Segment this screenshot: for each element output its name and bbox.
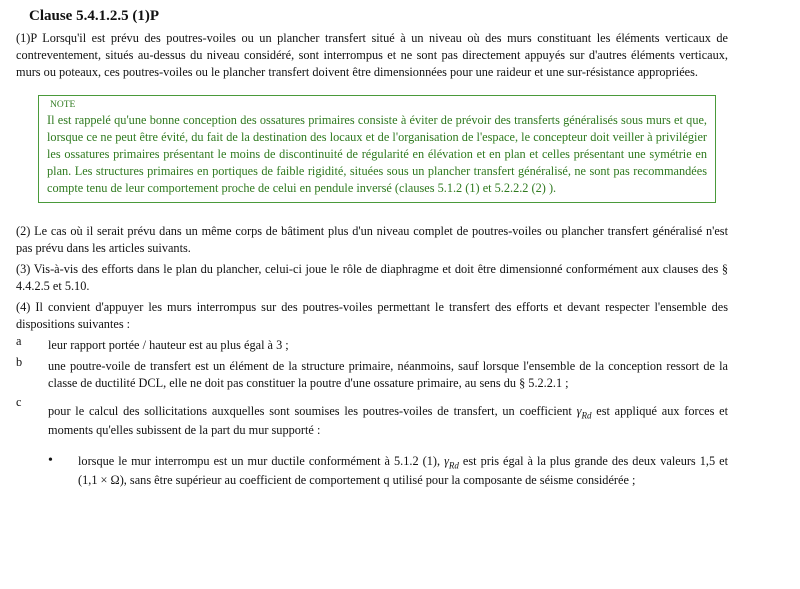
- paragraph-2: (2) Le cas où il serait prévu dans un même corps de bâtiment plus d'un niveau complet de poutres-voiles ou plancher transfert généralisé n'est pas prévu dans les articles suivants.: [16, 224, 728, 255]
- gamma-rd-symbol-bullet: [444, 454, 459, 471]
- list-item-b-text: une poutre-voile de transfert est un élément de la structure primaire, néanmoins, sauf lorsque l'ensemble de la conception ressort de la classe de ductilité DCL, elle ne doit pas constituer la poutre d'une ossature primaire, au sens du § 5.2.2.1 ;: [48, 359, 728, 390]
- list-marker-c: c: [16, 395, 22, 409]
- list-item-c-text-before: pour le calcul des sollicitations auxquelles sont soumises les poutres-voiles de transfert, un coefficient: [48, 404, 577, 418]
- clause-title: Clause 5.4.1.2.5 (1)P: [29, 8, 159, 24]
- bullet-item: [16, 452, 728, 490]
- note-label: NOTE: [50, 100, 76, 110]
- list-item-c: [16, 395, 728, 440]
- bullet-icon: •: [48, 453, 53, 468]
- note-text: Il est rappelé qu'une bonne conception des ossatures primaires consiste à éviter de prévoir des transferts généralisés sous murs et que, lorsque ce ne peut être évité, du fait de la destination des locaux et de l'organisation de l'espace, le concepteur doit veiller à privilégier les ossatures primaires présentant le moins de discontinuité de régularité en élévation et en plan et celles présentant une symétrie en plan. Les structures primaires en portiques de faible rigidité, situées sous un plancher transfert généralisé, ne sont pas recommandées compte tenu de leur comportement proche de celui en pendule inversé (clauses 5.1.2 (1) et 5.2.2.2 (2) ).: [47, 113, 707, 195]
- bullet-text-before: lorsque le mur interrompu est un mur ductile conformément à 5.1.2 (1),: [78, 454, 445, 468]
- paragraph-3: (3) Vis-à-vis des efforts dans le plan du plancher, celui-ci joue le rôle de diaphragme et doit être dimensionné conformément aux clauses des § 4.4.2.5 et 5.10.: [16, 262, 728, 293]
- gamma-subscript-bullet: Rd: [448, 460, 459, 471]
- list-item-a-text: leur rapport portée / hauteur est au plus égal à 3 ;: [48, 338, 289, 352]
- gamma-rd-symbol: [576, 404, 592, 421]
- bullet-item-text: [78, 452, 728, 490]
- list-item-b: [16, 355, 728, 392]
- list-item-c-text-after: est appliqué aux forces et moments qu'elles subissent de la part du mur supporté :: [48, 404, 728, 437]
- gamma-symbol-bullet: γ: [444, 454, 449, 468]
- gamma-subscript: Rd: [581, 410, 592, 421]
- list-marker-b: b: [16, 355, 23, 369]
- note-box: [38, 95, 716, 203]
- bullet-text-after: est pris égal à la plus grande des deux valeurs 1,5 et (1,1 × Ω), sans être supérieur au coefficient de comportement q utilisé pour la composante de séisme considérée ;: [78, 454, 728, 487]
- document-page: [16, 6, 728, 490]
- gamma-symbol: γ: [576, 404, 582, 418]
- list-item-c-text: [48, 402, 728, 440]
- list-item-a: [16, 334, 728, 354]
- list-marker-a: a: [16, 334, 22, 348]
- clause-intro-paragraph: (1)P Lorsqu'il est prévu des poutres-voiles ou un plancher transfert situé à un niveau où des murs constituant les éléments verticaux de contreventement, situés au-dessus du niveau considéré, sont interrompus et ne sont pas directement appuyés sur d'autres éléments verticaux, murs ou poteaux, ces poutres-voiles ou le plancher transfert doivent être dimensionnées pour une raideur et une sur-résistance appropriées.: [16, 31, 728, 79]
- paragraph-4: (4) Il convient d'appuyer les murs interrompus sur des poutres-voiles permettant le transfert des efforts et devant respecter l'ensemble des dispositions suivantes :: [16, 300, 728, 331]
